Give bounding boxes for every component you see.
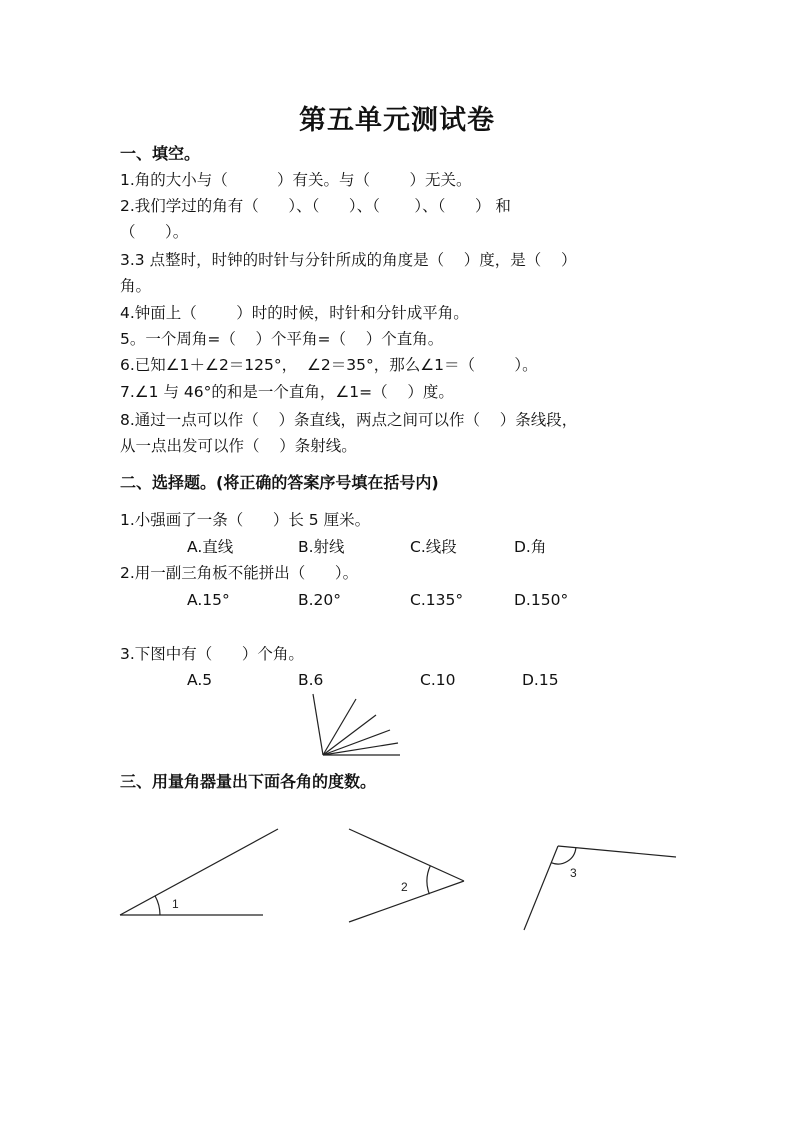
angle-1-figure xyxy=(115,822,285,922)
fill-question-6: 6.已知∠1＋∠2＝125°， ∠2＝35°，那么∠1＝（ ）。 xyxy=(120,356,538,374)
choice-question-1: 1.小强画了一条（ ）长 5 厘米。 xyxy=(120,511,371,529)
q3-option-d: D.15 xyxy=(522,671,559,689)
q1-option-b: B.射线 xyxy=(298,538,345,556)
angle-3-figure xyxy=(518,840,683,935)
q2-option-c: C.135° xyxy=(410,591,464,609)
fill-question-7: 7.∠1 与 46°的和是一个直角，∠1=（ ）度。 xyxy=(120,383,454,401)
section2-heading: 二、选择题。(将正确的答案序号填在括号内) xyxy=(120,473,439,492)
fill-question-8-cont: 从一点出发可以作（ ）条射线。 xyxy=(120,437,357,455)
q1-option-d: D.角 xyxy=(514,538,547,556)
page-title: 第五单元测试卷 xyxy=(299,105,495,136)
angle-3-label: 3 xyxy=(570,866,577,880)
fill-question-3-cont: 角。 xyxy=(120,277,152,295)
q3-option-c: C.10 xyxy=(420,671,456,689)
section1-heading: 一、填空。 xyxy=(120,144,201,163)
q1-option-c: C.线段 xyxy=(410,538,457,556)
fill-question-2-cont: （ ）。 xyxy=(120,223,189,241)
fill-question-3: 3.3 点整时，时钟的时针与分针所成的角度是（ ）度，是（ ） xyxy=(120,251,577,269)
fill-question-2: 2.我们学过的角有（ ）、（ ）、（ ）、（ ） 和 xyxy=(120,197,511,215)
q1-option-a: A.直线 xyxy=(187,538,234,556)
q3-option-a: A.5 xyxy=(187,671,213,689)
choice-question-3: 3.下图中有（ ）个角。 xyxy=(120,645,304,663)
q3-option-b: B.6 xyxy=(298,671,324,689)
fill-question-8: 8.通过一点可以作（ ）条直线，两点之间可以作（ ）条线段， xyxy=(120,411,578,429)
section3-heading: 三、用量角器量出下面各角的度数。 xyxy=(120,772,377,791)
angle-2-label: 2 xyxy=(401,880,408,894)
rays-figure xyxy=(300,690,410,765)
q2-option-b: B.20° xyxy=(298,591,342,609)
fill-question-1: 1.角的大小与（ ）有关。与（ ）无关。 xyxy=(120,171,472,189)
angle-2-figure xyxy=(343,824,473,929)
fill-question-5: 5。一个周角=（ ）个平角=（ ）个直角。 xyxy=(120,330,444,348)
q2-option-a: A.15° xyxy=(187,591,230,609)
fill-question-4: 4.钟面上（ ）时的时候，时针和分针成平角。 xyxy=(120,304,469,322)
angle-1-label: 1 xyxy=(172,897,179,911)
choice-question-2: 2.用一副三角板不能拼出（ ）。 xyxy=(120,564,359,582)
q2-option-d: D.150° xyxy=(514,591,569,609)
